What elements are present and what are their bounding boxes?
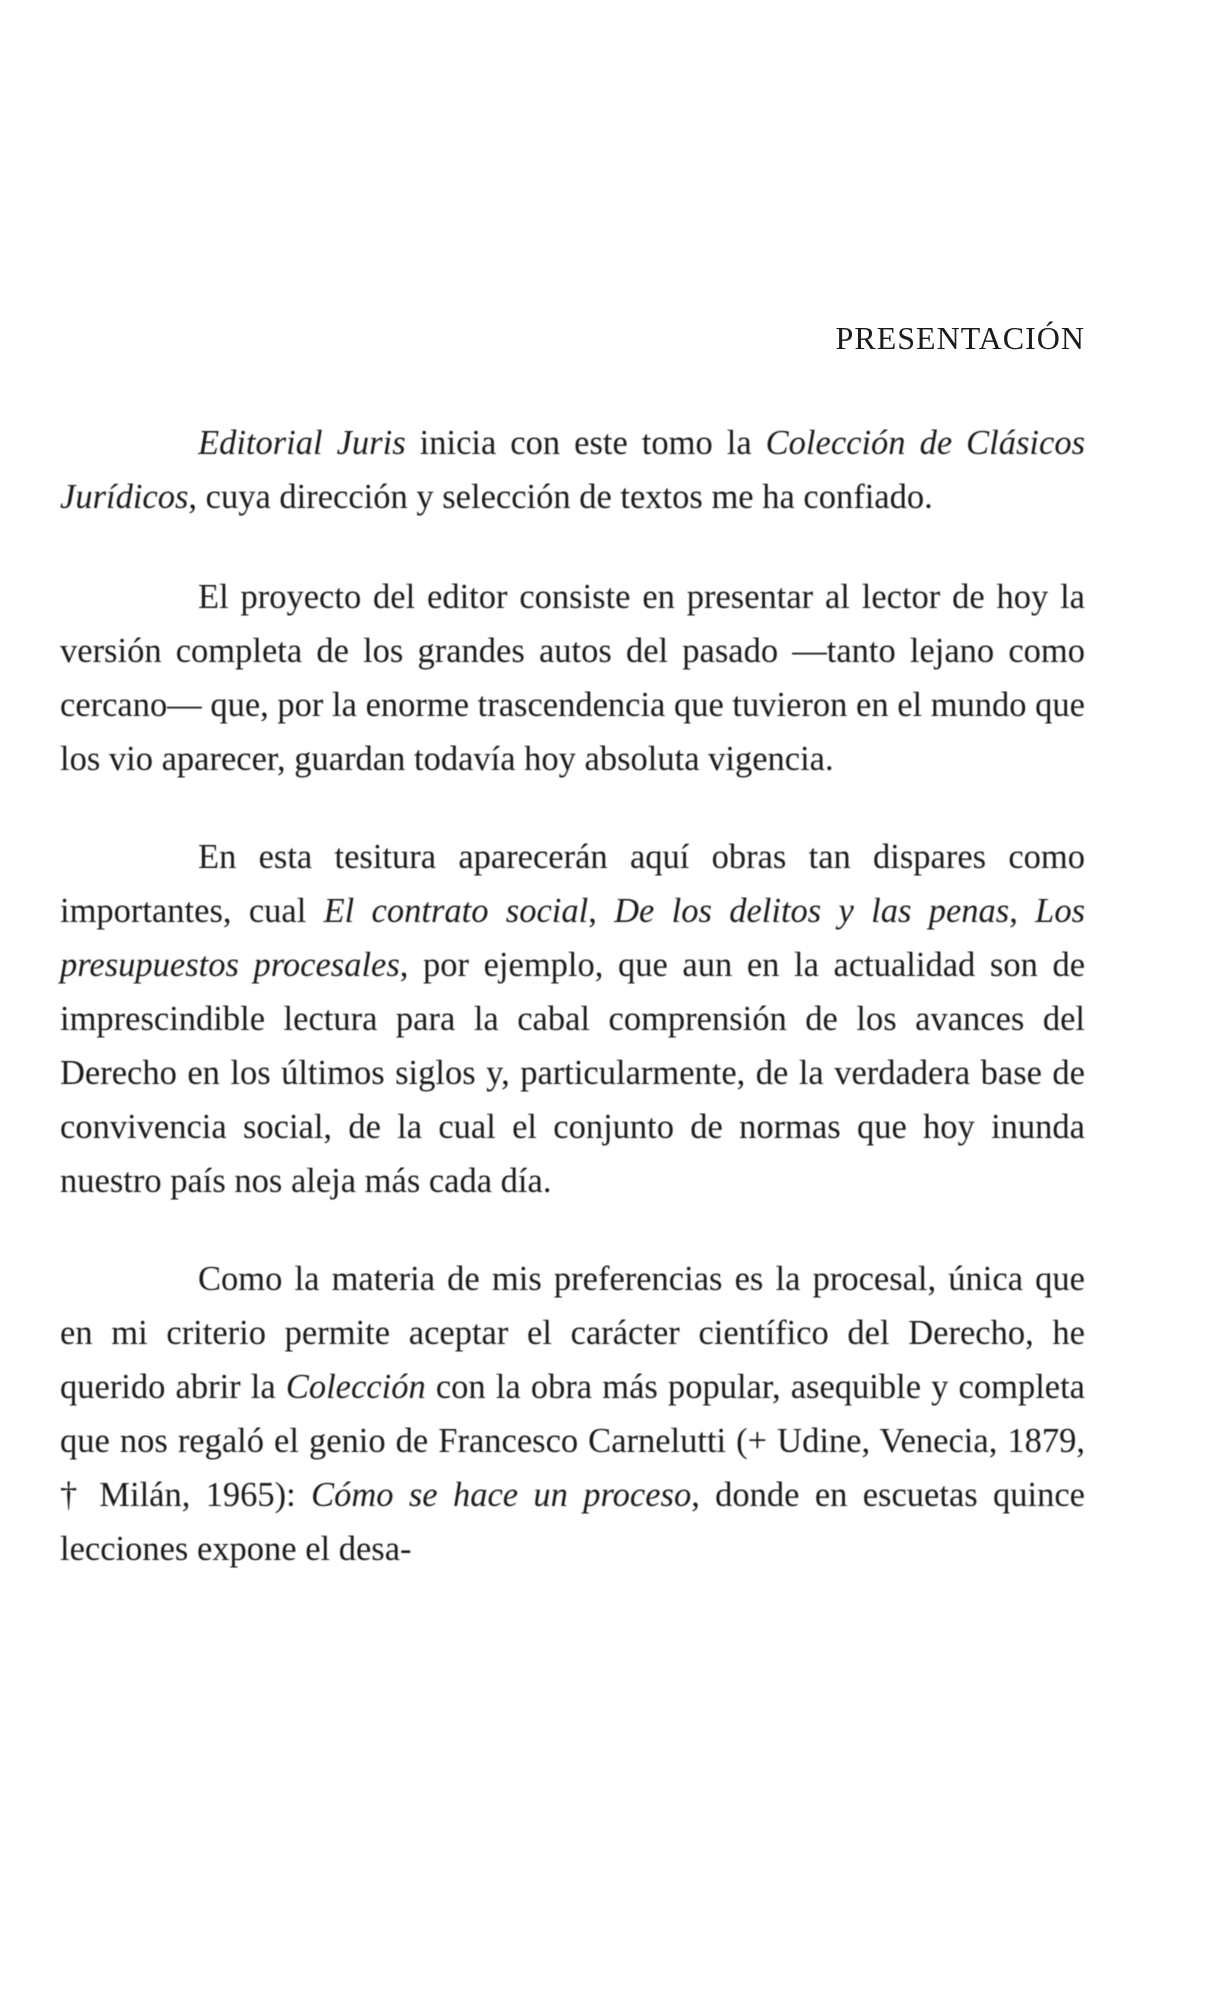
text-segment: , cuya dirección y selección de textos me ha confiado. [188, 478, 933, 516]
text-segment: , por ejemplo, que aun en la actualidad son de imprescindible lectura para la cabal comprensión de los avances del Derecho en los últimos siglos y, particularmente, de la verdadera base de convivencia social, de la cual el conjunto de normas que hoy inunda nuestro país nos aleja más cada día. [60, 946, 1086, 1200]
text-segment: El contrato social [323, 892, 589, 930]
paragraph-1 [60, 416, 1085, 524]
text-segment: , donde en escuetas quince lecciones expone el desa- [60, 1476, 1085, 1568]
body-text [60, 416, 1085, 1620]
text-segment: Editorial Juris [198, 424, 406, 462]
paragraph-3 [60, 830, 1085, 1208]
page-heading: PRESENTACIÓN [835, 320, 1085, 356]
text-segment: De los delitos y las penas [614, 892, 1010, 930]
text-segment: con la obra más popular, asequible y completa que nos regaló el genio de Francesco Carnelutti (+ Udine, Venecia, 1879, † Milán, 1965): [60, 1368, 1085, 1514]
paragraph-2 [60, 570, 1085, 786]
text-segment: El proyecto del editor consiste en presentar al lector de hoy la versión completa de los grandes autos del pasado —tanto lejano como cercano— que, por la enorme trascendencia que tuvieron en el mundo que los vio aparecer, guardan todavía hoy absoluta vigencia. [60, 578, 1085, 778]
text-segment: En esta tesitura aparecerán aquí obras tan dispares como importantes, cual [60, 838, 1085, 930]
text-segment: Colección [285, 1368, 426, 1406]
document-page [60, 0, 1085, 2016]
paragraph-4 [60, 1252, 1085, 1576]
text-segment: , [1009, 892, 1036, 930]
text-segment: inicia con este tomo la [405, 424, 766, 462]
text-segment: Colección de Clásicos Jurídicos [60, 424, 1085, 516]
text-segment: Cómo se hace un proceso [311, 1476, 692, 1514]
text-segment: , [588, 892, 615, 930]
text-segment: Como la materia de mis preferencias es la procesal, única que en mi criterio permite aceptar el carácter científico del Derecho, he querido abrir la [60, 1260, 1085, 1406]
text-segment: Los presupuestos procesales [60, 892, 1086, 984]
